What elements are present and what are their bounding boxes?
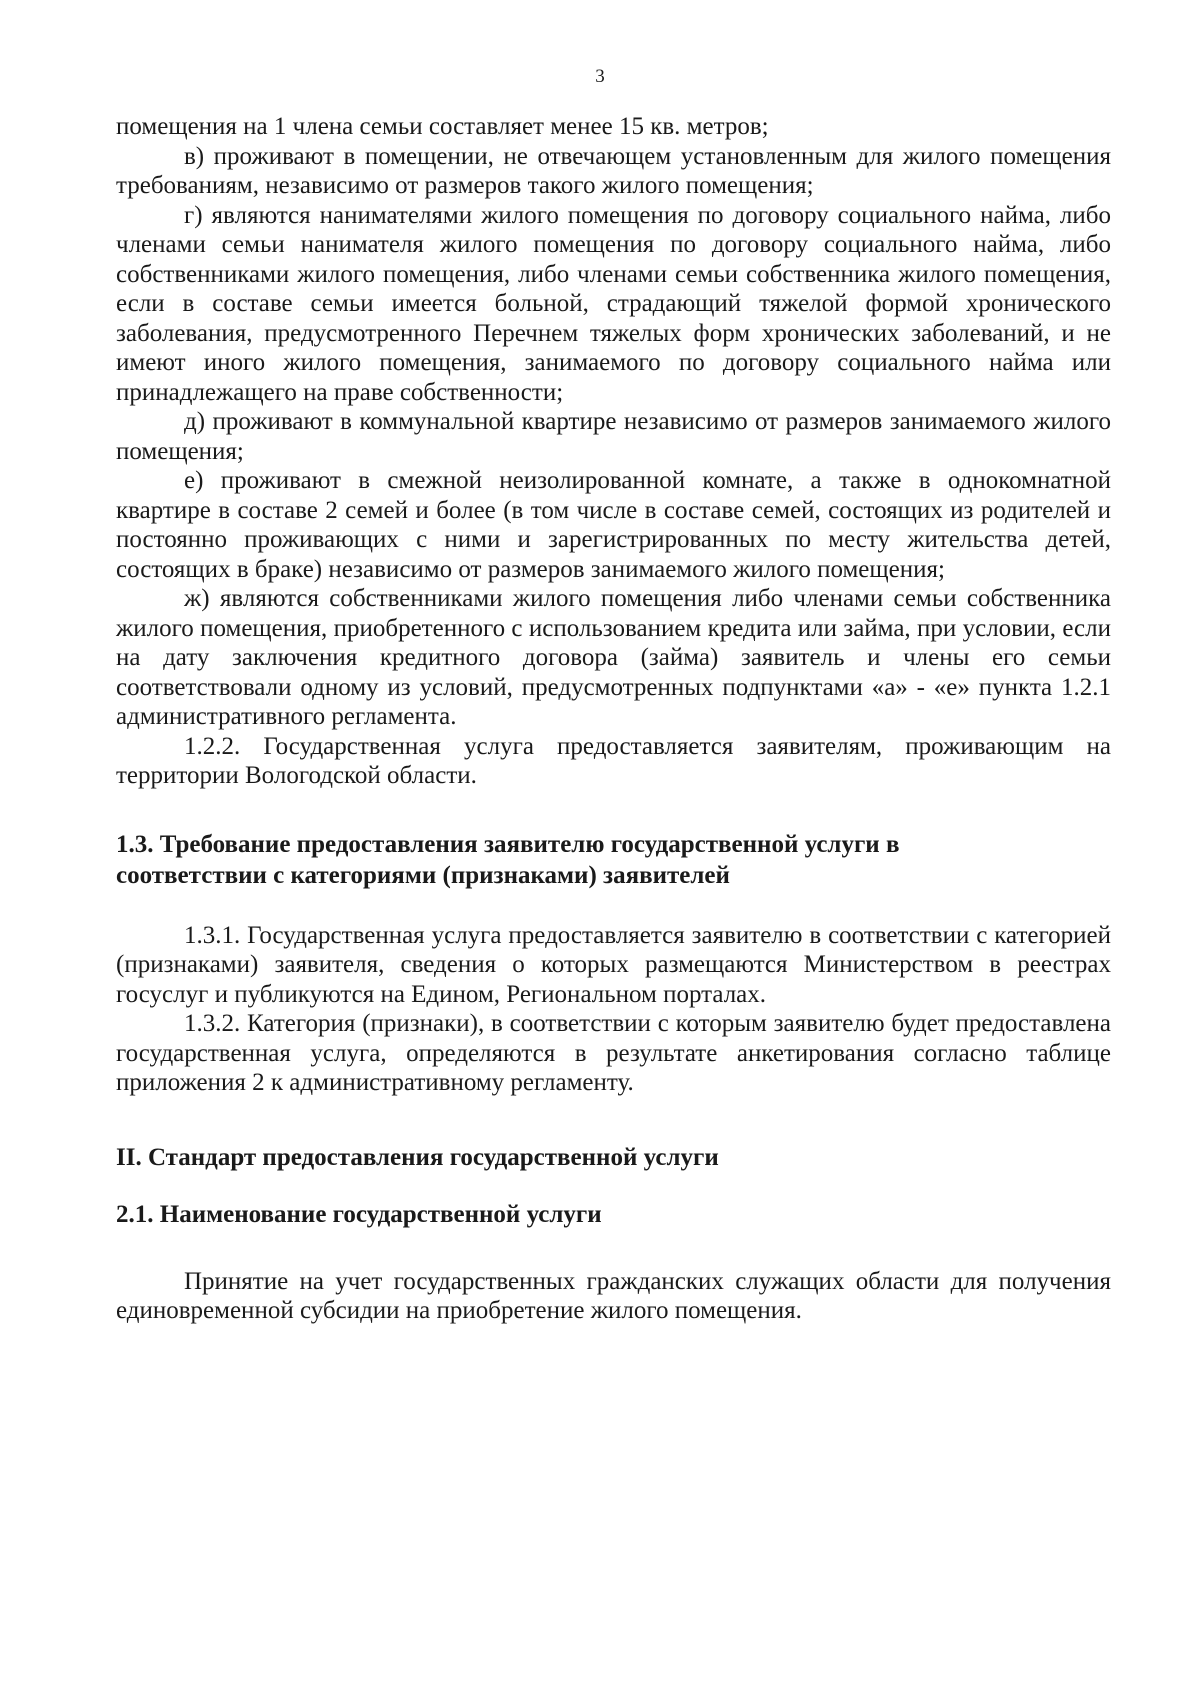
paragraph-item-zh: ж) являются собственниками жилого помещения либо членами семьи собственника жилого помещения, приобретенного с использованием кредита или займа, при условии, если на дату заключения кредитного договора (займа) заявитель и члены его семьи соответствовали одному из условий, предусмотренных подпунктами «а» - «е» пункта 1.2.1 административного регламента. <box>116 585 1111 730</box>
paragraph-item-d: д) проживают в коммунальной квартире независимо от размеров занимаемого жилого помещения; <box>116 408 1111 465</box>
section-heading-1-3 <box>116 829 1111 891</box>
section-heading-1-3-line1: 1.3. Требование предоставления заявителю государственной услуги в <box>116 830 900 858</box>
paragraph-continuation: помещения на 1 члена семьи составляет менее 15 кв. метров; <box>116 113 769 140</box>
paragraph-1-3-1: 1.3.1. Государственная услуга предоставляется заявителю в соответствии с категорией (признаками) заявителя, сведения о которых размещаются Министерством в реестрах госуслуг и публикуются на Едином, Региональном порталах. <box>116 921 1111 1008</box>
chapter-heading-II: II. Стандарт предоставления государственной услуги <box>116 1143 719 1171</box>
section-heading-1-3-line2: соответствии с категориями (признаками) заявителей <box>116 861 730 889</box>
page-number: 3 <box>595 66 605 87</box>
section-heading-2-1: 2.1. Наименование государственной услуги <box>116 1200 602 1228</box>
paragraph-item-g: г) являются нанимателями жилого помещения по договору социального найма, либо членами семьи нанимателя жилого помещения по договору социального найма, либо собственниками жилого помещения, либо членами семьи собственника жилого помещения, если в составе семьи имеется больной, страдающий тяжелой формой хронического заболевания, предусмотренного Перечнем тяжелых форм хронических заболеваний, и не имеют иного жилого помещения, занимаемого по договору социального найма или принадлежащего на праве собственности; <box>116 201 1111 406</box>
document-body <box>116 112 1111 1326</box>
paragraph-item-v: в) проживают в помещении, не отвечающем установленным для жилого помещения требованиям, независимо от размеров такого жилого помещения; <box>116 142 1111 199</box>
paragraph-1-3-2: 1.3.2. Категория (признаки), в соответствии с которым заявителю будет предоставлена государственная услуга, определяются в результате анкетирования согласно таблице приложения 2 к административному регламенту. <box>116 1010 1111 1096</box>
paragraph-item-e: е) проживают в смежной неизолированной комнате, а также в однокомнатной квартире в составе 2 семей и более (в том числе в составе семей, состоящих из родителей и постоянно проживающих с ними и зарегистрированных по месту жительства детей, состоящих в браке) независимо от размеров занимаемого жилого помещения; <box>116 467 1111 583</box>
paragraph-2-1-service-name: Принятие на учет государственных гражданских служащих области для получения единовременной субсидии на приобретение жилого помещения. <box>116 1267 1111 1324</box>
paragraph-1-2-2: 1.2.2. Государственная услуга предоставляется заявителям, проживающим на территории Вологодской области. <box>116 732 1111 789</box>
